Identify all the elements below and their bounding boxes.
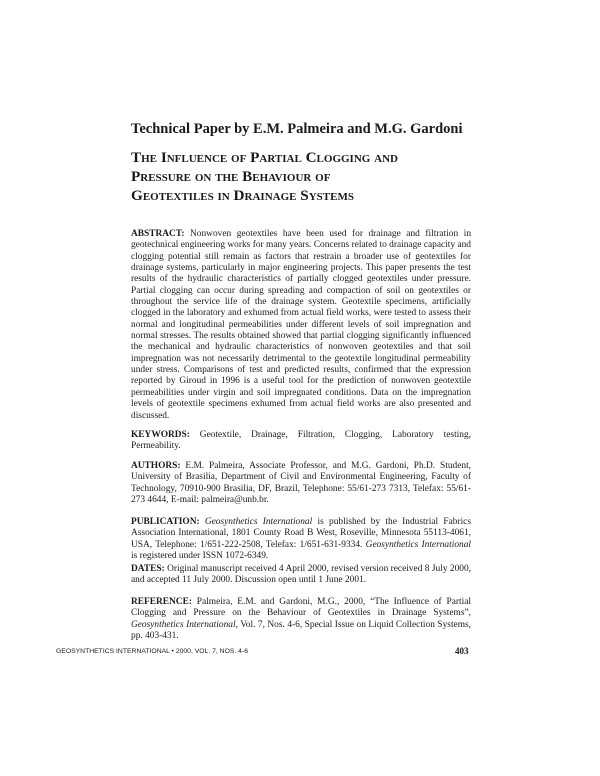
abstract-label: ABSTRACT:: [131, 229, 185, 239]
publication-section: [131, 517, 471, 562]
page-number: 403: [455, 646, 469, 656]
reference-section: [131, 597, 471, 642]
title-line: The Influence of Partial Clogging and: [131, 149, 398, 166]
keywords-section: [131, 430, 471, 453]
running-footer: GEOSYNTHETICS INTERNATIONAL • 2000, VOL. 7, NOS. 4-6: [56, 648, 248, 655]
reference-label: REFERENCE:: [131, 597, 192, 607]
journal-name: Geosynthetics International: [204, 517, 313, 527]
title-line: Pressure on the Behaviour of: [131, 168, 331, 185]
authors-section: [131, 461, 471, 506]
abstract-section: [131, 229, 471, 422]
journal-name: Geosynthetics International: [131, 619, 236, 630]
publication-issn: is registered under ISSN 1072-6349.: [131, 551, 269, 562]
authors-text: E.M. Palmeira, Associate Professor, and M.G. Gardoni, Ph.D. Student, University of Brasilia, Department of Civil and Environmental Engineering, Faculty of Technology, 70910-900 Brasilia, DF, Brazil, Telephone: 55/61-273 7313, Telefax: 55/61-273 4644, E-mail: palmeira@unb.br.: [131, 461, 472, 506]
paper-title: [131, 148, 471, 205]
dates-text: Original manuscript received 4 April 2000, revised version received 8 July 2000, and accepted 11 July 2000. Discussion open until 1 June 2001.: [131, 564, 471, 586]
dates-label: DATES:: [131, 564, 165, 574]
abstract-text: Nonwoven geotextiles have been used for drainage and filtration in geotechnical engineering works for many years. Concerns related to drainage capacity and clogging potential still remain as factors that restrain a broader use of geotextiles for drainage systems, particularly in major engineering projects. This paper presents the test results of the hydraulic characteristics of partially clogged geotextiles under pressure. Partial clogging can occur during spreading and compaction of soil on geotextiles or throughout the service life of the drainage system. Geotextile specimens, artificially clogged in the laboratory and exhumed from actual field works, were tested to assess their normal and longitudinal permeabilities under different levels of soil impregnation and normal stresses. The results obtained showed that partial clogging significantly influenced the mechanical and hydraulic characteristics of nonwoven geotextiles and that soil impregnation was not necessarily detrimental to the geotextile longitudinal permeability under stress. Comparisons of test and predicted results, confirmed that the expression reported by Giroud in 1996 is a useful tool for the prediction of nonwoven geotextile permeabilities under virgin and soil impregnated conditions. Data on the impregnation levels of geotextile specimens exhumed from actual field works are also presented and discussed.: [131, 229, 472, 421]
keywords-text: Geotextile, Drainage, Filtration, Clogging, Laboratory testing, Permeability.: [131, 430, 472, 452]
publication-text: is published by the Industrial Fabrics Association International, 1801 County Road B West, Roseville, Minnesota 55113-4061, USA, Telephone: 1/651-222-2508, Telefax: 1/651-631-9334.: [131, 517, 471, 550]
reference-text: Palmeira, E.M. and Gardoni, M.G., 2000, “The Influence of Partial Clogging and Pressure on the Behaviour of Geotextiles in Drainage Systems”,: [131, 597, 471, 619]
byline: Technical Paper by E.M. Palmeira and M.G. Gardoni: [131, 121, 463, 137]
authors-label: AUTHORS:: [131, 461, 181, 471]
reference-details: , Vol. 7, Nos. 4-6, Special Issue on Liquid Collection Systems, pp. 403-431.: [131, 619, 471, 642]
dates-section: [131, 564, 471, 587]
title-line: Geotextiles in Drainage Systems: [131, 187, 354, 204]
journal-name: Geosynthetics International: [365, 539, 471, 550]
keywords-label: KEYWORDS:: [131, 430, 190, 440]
publication-label: PUBLICATION:: [131, 517, 200, 527]
